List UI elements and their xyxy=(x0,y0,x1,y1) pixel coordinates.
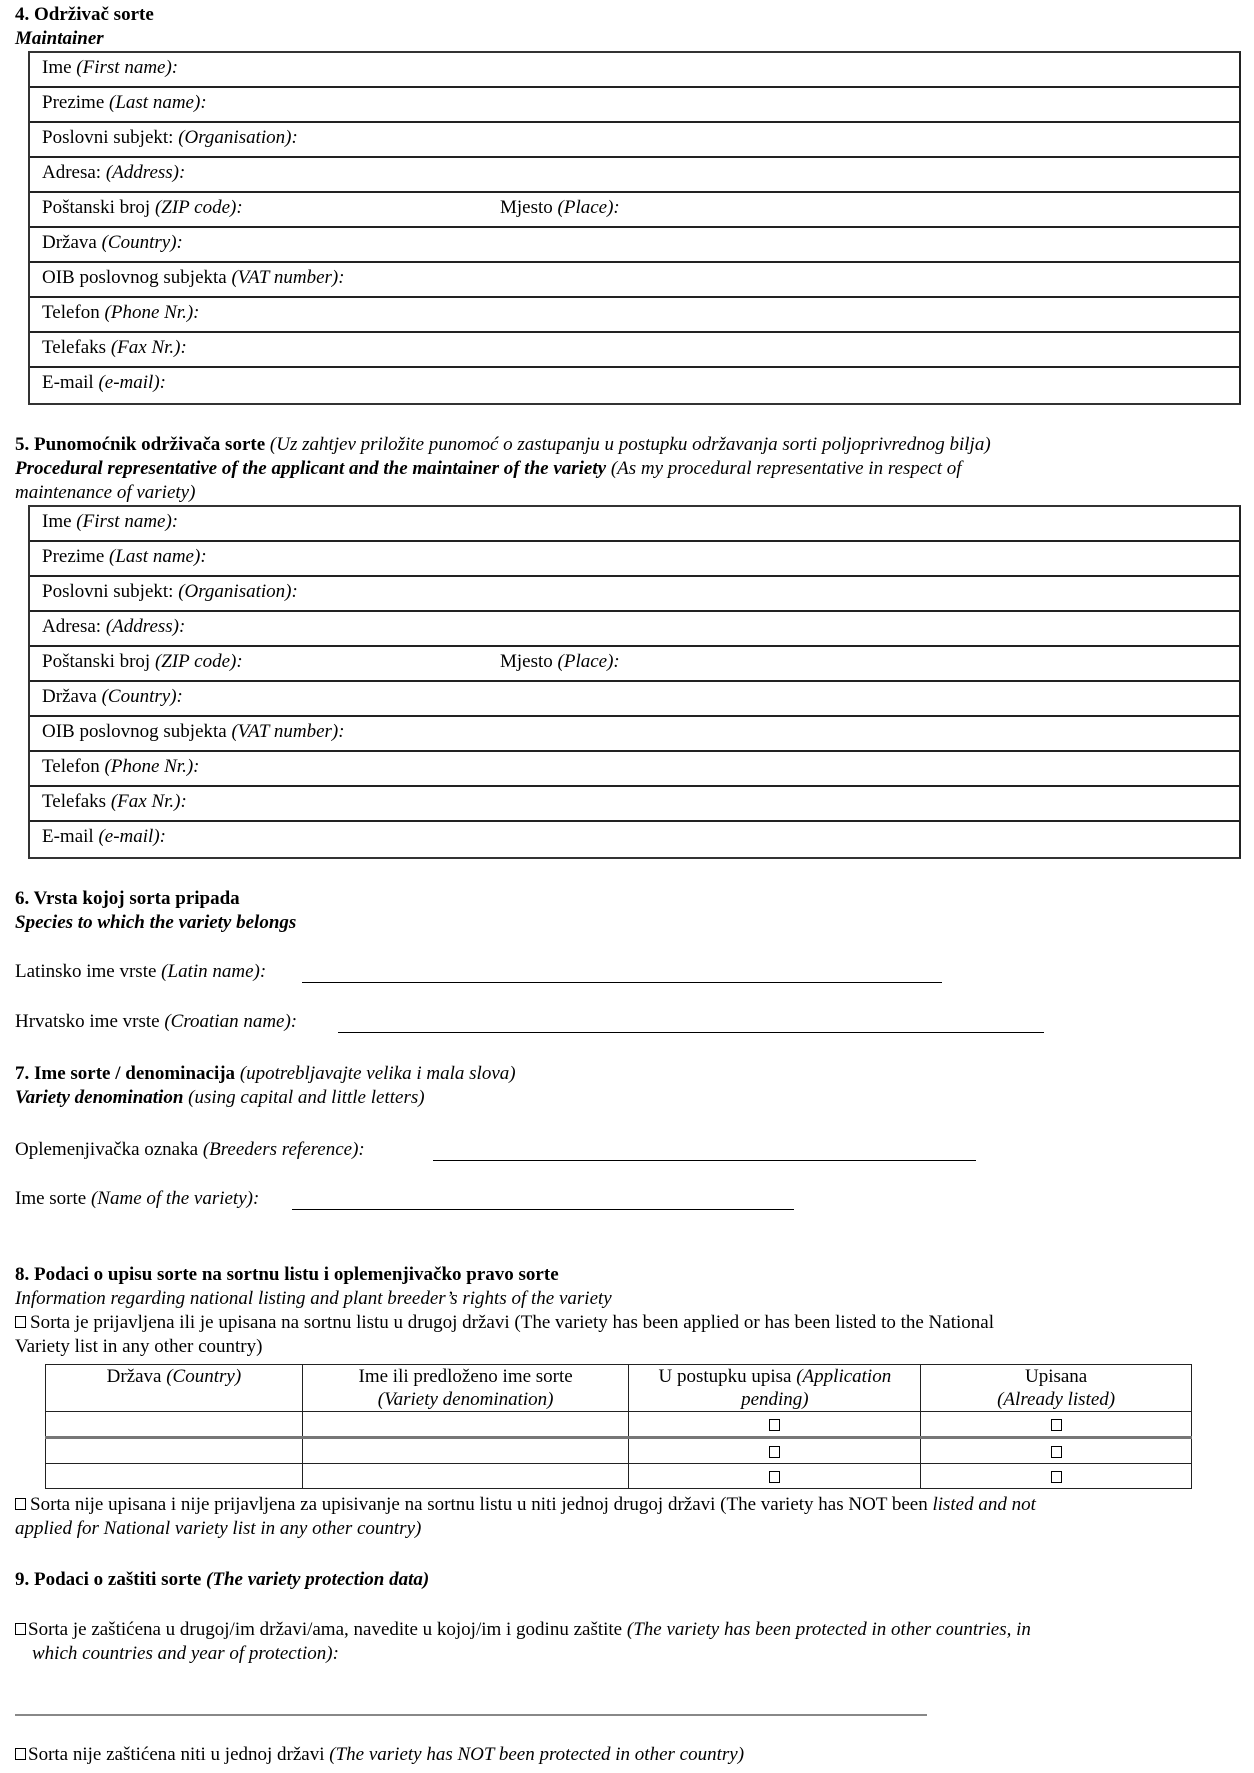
header-text: U postupku upisa xyxy=(658,1366,797,1387)
latin-name-label xyxy=(15,960,266,983)
field-label: Prezime xyxy=(42,92,110,113)
listed-checkbox[interactable] xyxy=(1051,1471,1062,1483)
field-label-en: (Breeders reference): xyxy=(202,1139,365,1160)
field-label: Poslovni subjekt: xyxy=(42,127,179,148)
country-cell[interactable] xyxy=(46,1412,303,1438)
option-listed-label: Sorta je prijavljena ili je upisana na sortnu listu u drugoj državi (The variety has been applied or has been listed to the National xyxy=(30,1312,994,1333)
option-listed-checkbox[interactable] xyxy=(15,1316,26,1328)
section5-subtitle-note-2: maintenance of variety) xyxy=(15,482,196,503)
field-label-en: (Phone Nr.): xyxy=(104,756,200,777)
croatian-name-input[interactable] xyxy=(338,1032,1044,1033)
field-label-en: (ZIP code): xyxy=(154,197,243,218)
listed-checkbox[interactable] xyxy=(1051,1446,1062,1458)
section5-subtitle: Procedural representative of the applicant and the maintainer of the variety xyxy=(15,458,607,479)
table-row xyxy=(46,1438,1192,1464)
field-label: Hrvatsko ime vrste xyxy=(15,1011,165,1032)
field-label: Telefaks xyxy=(42,791,111,812)
maintainer-country-field[interactable] xyxy=(30,228,1239,263)
field-label: Poštanski broj xyxy=(42,197,155,218)
section6-subtitle: Species to which the variety belongs xyxy=(15,912,297,933)
field-label-en: (Phone Nr.): xyxy=(104,302,200,323)
header-country xyxy=(46,1365,303,1412)
pending-checkbox[interactable] xyxy=(769,1419,780,1431)
denomination-cell[interactable] xyxy=(302,1438,629,1464)
section8-subtitle: Information regarding national listing and plant breeder’s rights of the variety xyxy=(15,1288,612,1309)
header-listed xyxy=(921,1365,1192,1412)
section5-subtitle-note: (As my procedural representative in respect of xyxy=(606,458,962,479)
field-label-en: (Place): xyxy=(557,197,620,218)
header-text-en: (Already listed) xyxy=(997,1389,1116,1410)
header-text-en-2: pending) xyxy=(741,1389,809,1410)
field-label-en: (Latin name): xyxy=(161,961,267,982)
section7-subtitle-line xyxy=(15,1086,425,1109)
header-text: Država xyxy=(106,1366,167,1387)
option-listed-line xyxy=(15,1311,994,1334)
pending-checkbox[interactable] xyxy=(769,1446,780,1458)
section4-title: 4. Održivač sorte xyxy=(15,4,154,25)
section9-title: 9. Podaci o zaštiti sorte xyxy=(15,1569,207,1590)
field-label: Telefaks xyxy=(42,337,111,358)
field-label: Prezime xyxy=(42,546,110,567)
field-label-en: (e-mail): xyxy=(98,826,166,847)
field-label: E-mail xyxy=(42,826,99,847)
representative-country-field[interactable] xyxy=(30,682,1239,717)
table-row xyxy=(46,1464,1192,1489)
field-label-en: (Fax Nr.): xyxy=(110,337,187,358)
section7-title: 7. Ime sorte / denominacija xyxy=(15,1063,236,1084)
maintainer-address-field[interactable] xyxy=(30,158,1239,193)
field-label: Oplemenjivačka oznaka xyxy=(15,1139,203,1160)
field-label-en: (Country): xyxy=(101,232,183,253)
field-label: Poštanski broj xyxy=(42,651,155,672)
field-label: Telefon xyxy=(42,302,105,323)
option-not-listed-label-en: listed and not xyxy=(932,1494,1036,1515)
representative-phone-field[interactable] xyxy=(30,752,1239,787)
field-label-en: (e-mail): xyxy=(98,372,166,393)
country-cell[interactable] xyxy=(46,1464,303,1489)
section7-title-line xyxy=(15,1062,516,1085)
section8-title: 8. Podaci o upisu sorte na sortnu listu i oplemenjivačko pravo sorte xyxy=(15,1264,559,1285)
section5-title: 5. Punomoćnik održivača sorte xyxy=(15,434,266,455)
croatian-name-label xyxy=(15,1010,297,1033)
section9-title-en: (The variety protection data) xyxy=(206,1569,430,1590)
field-label-en: (Last name): xyxy=(109,92,207,113)
option-listed-label-2: Variety list in any other country) xyxy=(15,1336,263,1357)
representative-email-field[interactable] xyxy=(30,822,1239,857)
field-label-en: (Organisation): xyxy=(178,127,298,148)
representative-first-name-field[interactable] xyxy=(30,507,1239,542)
field-label-en: (Address): xyxy=(105,616,186,637)
national-listing-table xyxy=(45,1364,1192,1489)
option-not-listed-label: Sorta nije upisana i nije prijavljena za upisivanje na sortnu listu u niti jednoj drugoj državi (The variety has NOT been xyxy=(30,1494,933,1515)
header-denomination xyxy=(302,1365,629,1412)
option-not-protected-checkbox[interactable] xyxy=(15,1748,26,1760)
representative-vat-field[interactable] xyxy=(30,717,1239,752)
field-label: Latinsko ime vrste xyxy=(15,961,162,982)
protection-details-input[interactable] xyxy=(15,1714,927,1716)
field-label-en: (Address): xyxy=(105,162,186,183)
field-label: E-mail xyxy=(42,372,99,393)
option-not-protected-label-en: (The variety has NOT been protected in other country) xyxy=(329,1744,745,1765)
field-label: Telefon xyxy=(42,756,105,777)
latin-name-input[interactable] xyxy=(302,982,942,983)
section4-subtitle: Maintainer xyxy=(15,28,104,49)
header-pending xyxy=(629,1365,921,1412)
denomination-cell[interactable] xyxy=(302,1464,629,1489)
field-label-en: (Fax Nr.): xyxy=(110,791,187,812)
breeders-reference-input[interactable] xyxy=(433,1160,976,1161)
listed-cell xyxy=(921,1438,1192,1464)
option-protected-line xyxy=(15,1618,1031,1641)
field-label-en: (First name): xyxy=(76,57,179,78)
maintainer-fax-field[interactable] xyxy=(30,333,1239,368)
field-label-en: (Croatian name): xyxy=(164,1011,298,1032)
field-label: Ime xyxy=(42,57,77,78)
field-label-en: (Organisation): xyxy=(178,581,298,602)
maintainer-fields-table xyxy=(28,51,1241,405)
field-label: Ime sorte xyxy=(15,1188,91,1209)
representative-zip-place-field[interactable] xyxy=(30,647,1239,682)
option-not-listed-line xyxy=(15,1493,1036,1516)
listed-cell xyxy=(921,1412,1192,1438)
maintainer-zip-place-field[interactable] xyxy=(30,193,1239,228)
representative-organisation-field[interactable] xyxy=(30,577,1239,612)
maintainer-phone-field[interactable] xyxy=(30,298,1239,333)
section5-title-note: (Uz zahtjev priložite punomoć o zastupanju u postupku održavanja sorti poljoprivrednog bilja) xyxy=(265,434,991,455)
option-protected-label-en: (The variety has been protected in other countries, in xyxy=(626,1619,1031,1640)
field-label: Mjesto xyxy=(500,651,558,672)
country-cell[interactable] xyxy=(46,1438,303,1464)
variety-name-input[interactable] xyxy=(292,1209,794,1210)
section7-title-note: (upotrebljavajte velika i mala slova) xyxy=(235,1063,516,1084)
listed-cell xyxy=(921,1464,1192,1489)
field-label: Poslovni subjekt: xyxy=(42,581,179,602)
variety-name-label xyxy=(15,1187,259,1210)
maintainer-first-name-field[interactable] xyxy=(30,53,1239,88)
listed-checkbox[interactable] xyxy=(1051,1419,1062,1431)
pending-cell xyxy=(629,1412,921,1438)
section7-subtitle-note: (using capital and little letters) xyxy=(183,1087,425,1108)
denomination-cell[interactable] xyxy=(302,1412,629,1438)
field-label: Adresa: xyxy=(42,162,106,183)
table-header-row xyxy=(46,1365,1192,1412)
section7-subtitle: Variety denomination xyxy=(15,1087,184,1108)
breeders-reference-label xyxy=(15,1138,365,1161)
field-label: Ime xyxy=(42,511,77,532)
field-label-en: (Place): xyxy=(557,651,620,672)
table-row xyxy=(46,1412,1192,1438)
field-label: Država xyxy=(42,232,102,253)
option-protected-label: Sorta je zaštićena u drugoj/im državi/ama, navedite u kojoj/im i godinu zaštite xyxy=(28,1619,627,1640)
maintainer-last-name-field[interactable] xyxy=(30,88,1239,123)
field-label: Adresa: xyxy=(42,616,106,637)
representative-fields-table xyxy=(28,505,1241,859)
field-label: Mjesto xyxy=(500,197,558,218)
representative-fax-field[interactable] xyxy=(30,787,1239,822)
option-protected-label-2: which countries and year of protection): xyxy=(32,1643,339,1664)
representative-place-label xyxy=(500,647,620,676)
pending-cell xyxy=(629,1438,921,1464)
field-label-en: (VAT number): xyxy=(231,267,345,288)
pending-cell xyxy=(629,1464,921,1489)
pending-checkbox[interactable] xyxy=(769,1471,780,1483)
field-label-en: (Last name): xyxy=(109,546,207,567)
section9-title-line xyxy=(15,1568,429,1591)
maintainer-email-field[interactable] xyxy=(30,368,1239,403)
header-text: Ime ili predloženo ime sorte xyxy=(358,1366,573,1387)
maintainer-place-label xyxy=(500,193,620,222)
field-label-en: (ZIP code): xyxy=(154,651,243,672)
option-not-protected-line xyxy=(15,1743,744,1766)
field-label: Država xyxy=(42,686,102,707)
option-not-protected-label: Sorta nije zaštićena niti u jednoj državi xyxy=(28,1744,330,1765)
section6-title: 6. Vrsta kojoj sorta pripada xyxy=(15,888,240,909)
field-label-en: (First name): xyxy=(76,511,179,532)
field-label-en: (Name of the variety): xyxy=(90,1188,260,1209)
header-text-en: (Application xyxy=(796,1366,892,1387)
maintainer-organisation-field[interactable] xyxy=(30,123,1239,158)
field-label: OIB poslovnog subjekta xyxy=(42,267,232,288)
section5-subtitle-line xyxy=(15,457,962,480)
header-text-en: (Variety denomination) xyxy=(377,1389,554,1410)
representative-last-name-field[interactable] xyxy=(30,542,1239,577)
representative-address-field[interactable] xyxy=(30,612,1239,647)
field-label-en: (VAT number): xyxy=(231,721,345,742)
option-protected-checkbox[interactable] xyxy=(15,1623,26,1635)
section5-title-line xyxy=(15,433,991,456)
header-text: Upisana xyxy=(1024,1366,1088,1387)
field-label: OIB poslovnog subjekta xyxy=(42,721,232,742)
field-label-en: (Country): xyxy=(101,686,183,707)
option-not-listed-label-2: applied for National variety list in any other country) xyxy=(15,1518,422,1539)
option-not-listed-checkbox[interactable] xyxy=(15,1498,26,1510)
maintainer-vat-field[interactable] xyxy=(30,263,1239,298)
header-text-en: (Country) xyxy=(166,1366,242,1387)
